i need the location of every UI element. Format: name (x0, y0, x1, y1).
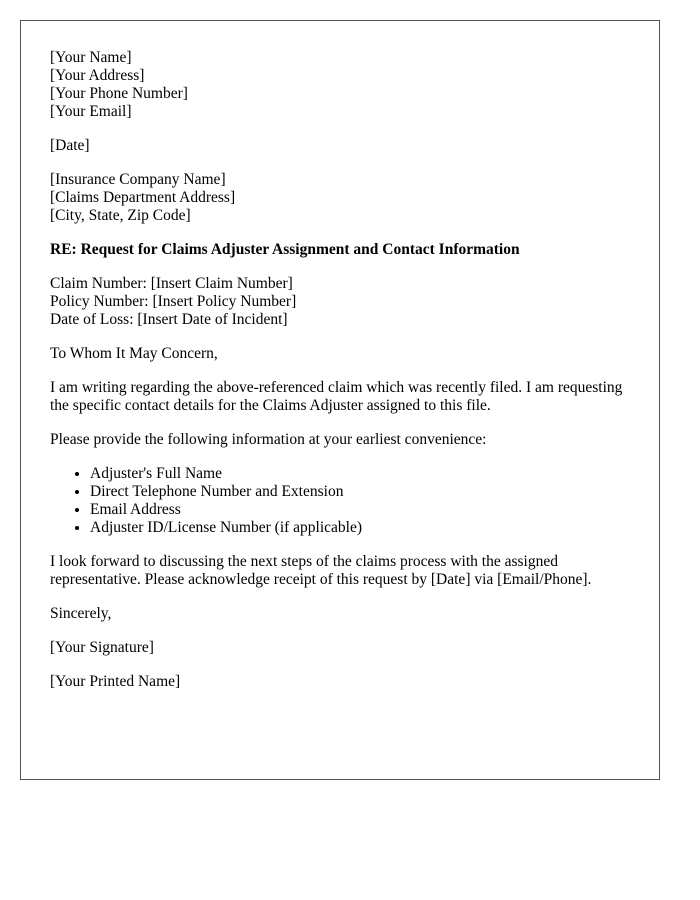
body-paragraph-2: Please provide the following information at your earliest convenience: (50, 431, 487, 448)
sender-address: [Your Address] (50, 67, 145, 84)
list-item: • Direct Telephone Number and Extension (90, 483, 640, 501)
printed-name: [Your Printed Name] (50, 673, 181, 690)
signature: [Your Signature] (50, 639, 154, 656)
requested-info-list (50, 465, 640, 537)
date-of-loss: Date of Loss: [Insert Date of Incident] (50, 311, 288, 328)
list-item: • Adjuster ID/License Number (if applicable) (90, 519, 640, 537)
claim-number: Claim Number: [Insert Claim Number] (50, 275, 293, 292)
letter-content (50, 49, 640, 707)
recipient-department-address: [Claims Department Address] (50, 189, 236, 206)
body-paragraph-3: I look forward to discussing the next steps of the claims process with the assigned representative. Please acknowledge receipt of this request by [Date] via [Email/Phone]. (50, 553, 592, 588)
reference-block (50, 275, 640, 329)
recipient-city-state-zip: [City, State, Zip Code] (50, 207, 191, 224)
recipient-company: [Insurance Company Name] (50, 171, 226, 188)
list-item: • Email Address (90, 501, 640, 519)
sender-phone: [Your Phone Number] (50, 85, 188, 102)
date-block (50, 137, 640, 155)
recipient-block (50, 171, 640, 225)
list-item: • Adjuster's Full Name (90, 465, 640, 483)
subject-line: RE: Request for Claims Adjuster Assignment and Contact Information (50, 241, 520, 258)
closing: Sincerely, (50, 605, 112, 622)
body-paragraph-1: I am writing regarding the above-referenced claim which was recently filed. I am requesting the specific contact details for the Claims Adjuster assigned to this file. (50, 379, 623, 414)
sender-name: [Your Name] (50, 49, 132, 66)
sender-block (50, 49, 640, 121)
sender-email: [Your Email] (50, 103, 132, 120)
letter-date: [Date] (50, 137, 90, 154)
policy-number: Policy Number: [Insert Policy Number] (50, 293, 297, 310)
salutation: To Whom It May Concern, (50, 345, 218, 362)
letter-page (20, 20, 660, 780)
